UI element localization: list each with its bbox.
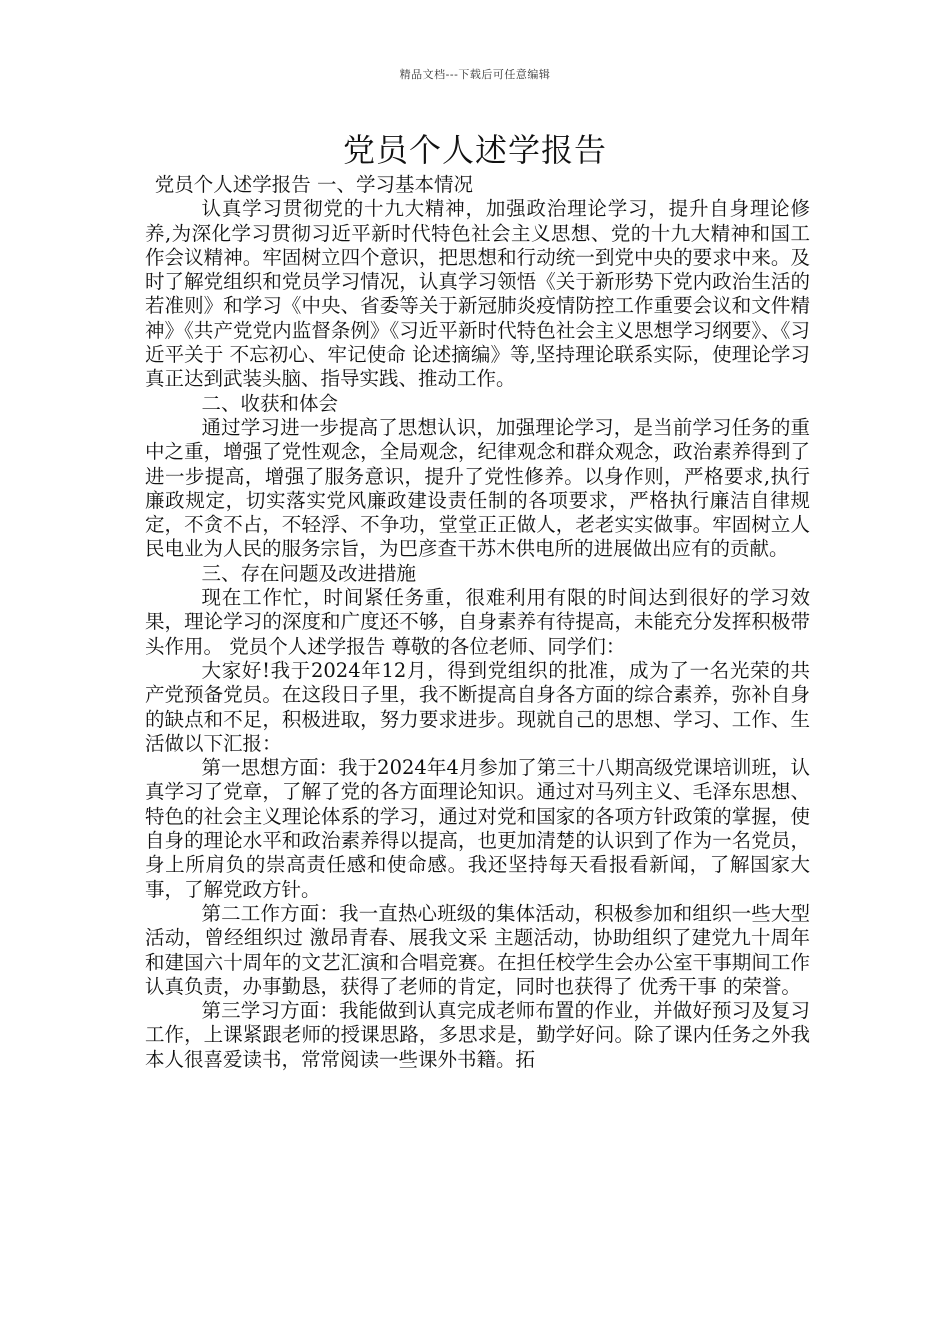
document-body xyxy=(145,173,810,1072)
paragraph-work: 第二工作方面：我一直热心班级的集体活动，积极参加和组织一些大型活动，曾经组织过 激昂青春、展我文采 主题活动，协助组织了建党九十周年和建国六十周年的文艺汇演和合唱竞赛。在担任校学生会办公室干事期间工作认真负责，办事勤恳，获得了老师的肯定，同时也获得了 优秀干事 的荣誉。 xyxy=(145,901,810,998)
paragraph-greeting: 大家好!我于2024年12月，得到党组织的批准，成为了一名光荣的共产党预备党员。在这段日子里，我不断提高自身各方面的综合素养，弥补自身的缺点和不足，积极进取，努力要求进步。现就自己的思想、学习、工作、生活做以下汇报： xyxy=(145,658,810,755)
paragraph-gains: 通过学习进一步提高了思想认识，加强理论学习，是当前学习任务的重中之重，增强了党性观念，全局观念，纪律观念和群众观念，政治素养得到了进一步提高，增强了服务意识，提升了党性修养。以身作则，严格要求,执行廉政规定，切实落实党风廉政建设责任制的各项要求，严格执行廉洁自律规定，不贪不占，不轻浮、不争功，堂堂正正做人，老老实实做事。牢固树立人民电业为人民的服务宗旨，为巴彦查干苏木供电所的进展做出应有的贡献。 xyxy=(145,415,810,561)
paragraph-section-2-heading: 二、收获和体会 xyxy=(201,391,339,415)
paragraph-section-3-heading: 三、存在问题及改进措施 xyxy=(201,561,417,585)
paragraph-thought: 第一思想方面：我于2024年4月参加了第三十八期高级党课培训班，认真学习了党章，了解了党的各方面理论知识。通过对马列主义、毛泽东思想、特色的社会主义理论体系的学习，通过对党和国家的各项方针政策的掌握，使自身的理论水平和政治素养得以提高，也更加清楚的认识到了作为一名党员，身上所肩负的崇高责任感和使命感。我还坚持每天看报看新闻，了解国家大事，了解党政方针。 xyxy=(145,756,810,901)
document-title: 党员个人述学报告 xyxy=(342,131,607,169)
paragraph-study-situation: 认真学习贯彻党的十九大精神，加强政治理论学习，提升自身理论修养,为深化学习贯彻习近平新时代特色社会主义思想、党的十九大精神和国工作会议精神。牢固树立四个意识，把思想和行动统一到党中央的要求中来。及时了解党组织和党员学习情况，认真学习领悟《关于新形势下党内政治生活的若准则》和学习《中央、省委等关于新冠肺炎疫情防控工作重要会议和文件精神》《共产党党内监督条例》《习近平新时代特色社会主义思想学习纲要》、《习近平关于 不忘初心、牢记使命 论述摘编》等,坚持理论联系实际，使理论学习真正达到武装头脑、指导实践、推动工作。 xyxy=(145,197,810,391)
paragraph-study: 第三学习方面：我能做到认真完成老师布置的作业，并做好预习及复习工作，上课紧跟老师的授课思路，多思求是，勤学好问。除了课内任务之外我本人很喜爱读书，常常阅读一些课外书籍。拓 xyxy=(145,999,810,1071)
paragraph-problems: 现在工作忙，时间紧任务重，很难利用有限的时间达到很好的学习效果，理论学习的深度和广度还不够，自身素养有待提高，未能充分发挥积极带头作用。 党员个人述学报告 尊敬的各位老师、同学们： xyxy=(145,586,810,658)
paragraph-section-1-heading: 党员个人述学报告 一、学习基本情况 xyxy=(154,173,473,196)
page-header-watermark: 精品文档---下载后可任意编辑 xyxy=(399,68,551,81)
